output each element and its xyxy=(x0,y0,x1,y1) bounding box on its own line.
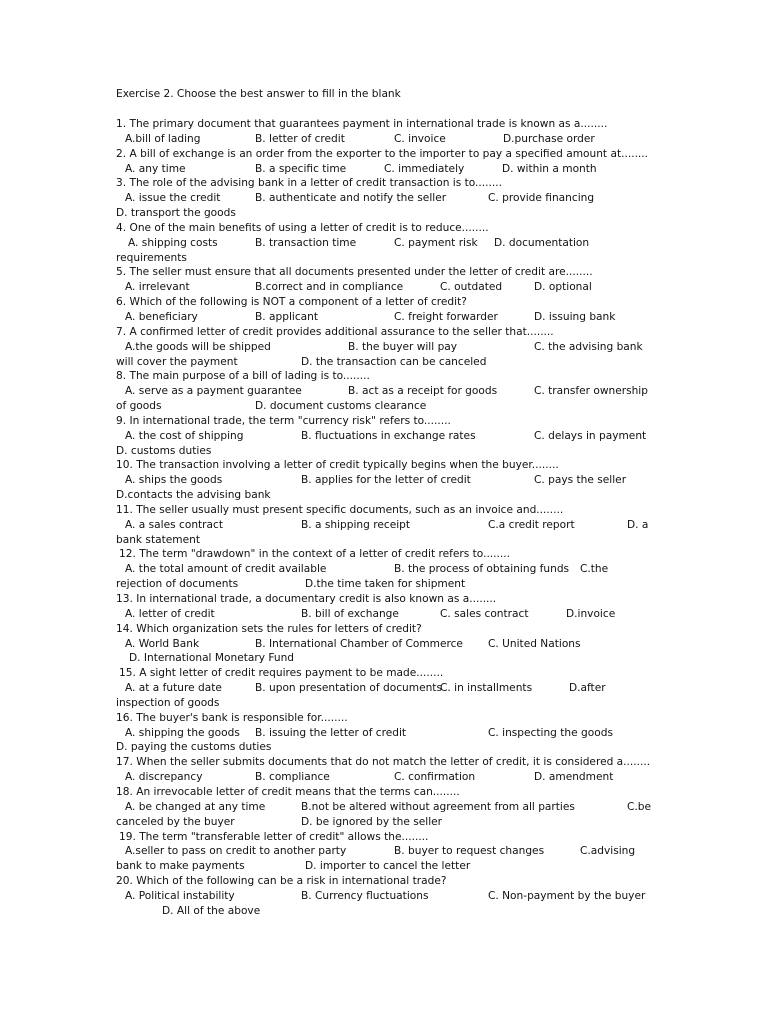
text-segment: A. the total amount of credit available xyxy=(125,563,327,576)
text-segment: 3. The role of the advising bank in a letter of credit transaction is to........ xyxy=(116,177,502,190)
text-segment: C. inspecting the goods xyxy=(488,726,613,739)
text-segment: 14. Which organization sets the rules for letters of credit? xyxy=(116,622,422,635)
text-segment: B. transaction time xyxy=(255,236,357,249)
text-segment: C. provide financing xyxy=(488,192,595,205)
text-line xyxy=(116,740,656,755)
text-segment: D. within a month xyxy=(502,162,597,175)
text-segment: B. issuing the letter of credit xyxy=(255,726,407,739)
text-segment: A. ships the goods xyxy=(125,474,223,487)
text-line xyxy=(116,859,656,874)
text-line xyxy=(116,429,656,444)
text-segment: D. a xyxy=(627,518,649,531)
text-line xyxy=(116,533,656,548)
text-segment: bank statement xyxy=(116,533,200,546)
text-segment: 13. In international trade, a documentary credit is also known as a........ xyxy=(116,593,497,605)
text-segment: 11. The seller usually must present specific documents, such as an invoice and........ xyxy=(116,503,564,516)
text-segment: B. act as a receipt for goods xyxy=(348,385,498,398)
text-segment: D. All of the above xyxy=(162,904,261,917)
text-line xyxy=(116,310,656,325)
text-line xyxy=(116,355,656,370)
text-line xyxy=(116,325,656,340)
text-line xyxy=(116,414,656,429)
text-segment: of goods xyxy=(116,400,162,413)
text-segment: C. invoice xyxy=(394,132,446,145)
text-segment: 12. The term "drawdown" in the context of a letter of credit refers to........ xyxy=(119,548,511,561)
text-segment: B. a specific time xyxy=(255,162,347,175)
text-segment: C. transfer ownership xyxy=(534,385,648,398)
text-segment: D.purchase order xyxy=(503,132,595,145)
text-segment: requirements xyxy=(116,251,187,264)
text-segment: C. confirmation xyxy=(394,771,476,784)
text-segment: A.the goods will be shipped xyxy=(125,340,271,353)
text-segment: C. payment risk xyxy=(394,236,478,249)
text-segment: C. pays the seller xyxy=(534,474,627,487)
text-segment: B. applicant xyxy=(255,310,319,323)
text-segment: D. amendment xyxy=(534,771,614,784)
text-line xyxy=(116,384,656,399)
text-line xyxy=(116,874,656,889)
text-segment: 5. The seller must ensure that all documents presented under the letter of credit are........ xyxy=(116,266,593,279)
text-line xyxy=(116,726,656,741)
text-segment: A. shipping costs xyxy=(128,236,218,249)
text-line xyxy=(116,755,656,770)
text-segment: 15. A sight letter of credit requires payment to be made........ xyxy=(119,667,444,680)
text-segment: 20. Which of the following can be a risk in international trade? xyxy=(116,875,447,888)
text-line xyxy=(116,770,656,785)
text-line xyxy=(116,503,656,518)
text-segment: A. serve as a payment guarantee xyxy=(125,385,302,398)
exercise-title: Exercise 2. Choose the best answer to fill in the blank xyxy=(116,88,401,100)
text-line xyxy=(116,815,656,830)
text-segment: inspection of goods xyxy=(116,696,220,709)
text-segment: 18. An irrevocable letter of credit means that the terms can........ xyxy=(116,785,460,798)
text-segment: 7. A confirmed letter of credit provides additional assurance to the seller that........ xyxy=(116,325,554,338)
text-segment: A. issue the credit xyxy=(125,192,221,205)
text-segment: D.contacts the advising bank xyxy=(116,489,271,502)
text-line xyxy=(116,117,656,132)
text-line xyxy=(116,577,656,592)
text-segment: B. the process of obtaining funds xyxy=(394,563,570,576)
text-segment: B. compliance xyxy=(255,771,330,784)
text-segment: will cover the payment xyxy=(116,355,238,368)
text-line xyxy=(116,889,656,904)
text-line xyxy=(116,251,656,266)
text-line xyxy=(116,904,656,919)
text-segment: D.invoice xyxy=(566,607,616,620)
text-line xyxy=(116,176,656,191)
text-segment: A. Political instability xyxy=(125,889,235,902)
text-segment: 2. A bill of exchange is an order from the exporter to the importer to pay a specified amount at........ xyxy=(116,147,649,160)
text-segment: D.after xyxy=(569,682,606,695)
text-line xyxy=(116,518,656,533)
text-segment: A. any time xyxy=(125,162,186,175)
text-segment: B. the buyer will pay xyxy=(348,340,458,353)
text-line xyxy=(116,651,656,666)
text-segment: D. the transaction can be canceled xyxy=(301,355,487,368)
text-segment: C. the advising bank xyxy=(534,340,643,353)
text-segment: B.not be altered without agreement from all parties xyxy=(301,800,575,813)
question-list xyxy=(116,117,656,919)
text-segment: A. irrelevant xyxy=(125,281,190,294)
text-line xyxy=(116,844,656,859)
text-segment: 6. Which of the following is NOT a component of a letter of credit? xyxy=(116,296,467,309)
text-segment: D. paying the customs duties xyxy=(116,741,272,754)
text-segment: A. World Bank xyxy=(125,637,200,650)
text-line xyxy=(116,399,656,414)
text-segment: D. optional xyxy=(534,281,592,294)
text-segment: B. applies for the letter of credit xyxy=(301,474,471,487)
text-line xyxy=(116,607,656,622)
text-segment: C. in installments xyxy=(440,682,533,695)
text-line xyxy=(116,637,656,652)
text-line xyxy=(116,666,656,681)
text-line xyxy=(116,162,656,177)
text-segment: B. Currency fluctuations xyxy=(301,889,429,902)
text-line xyxy=(116,785,656,800)
text-segment: 8. The main purpose of a bill of lading is to........ xyxy=(116,370,370,383)
text-line xyxy=(116,547,656,562)
text-segment: C. delays in payment xyxy=(534,429,647,442)
text-segment: B. letter of credit xyxy=(255,132,345,145)
text-line xyxy=(116,458,656,473)
text-segment: C. United Nations xyxy=(488,637,581,650)
text-segment: 4. One of the main benefits of using a letter of credit is to reduce........ xyxy=(116,221,489,234)
text-segment: C. sales contract xyxy=(440,607,529,620)
text-line xyxy=(116,221,656,236)
text-segment: 9. In international trade, the term "currency risk" refers to........ xyxy=(116,414,451,427)
text-line xyxy=(116,295,656,310)
text-segment: A.bill of lading xyxy=(125,132,201,145)
text-segment: bank to make payments xyxy=(116,860,245,873)
text-segment: 17. When the seller submits documents that do not match the letter of credit, it is considered a........ xyxy=(116,756,651,769)
text-segment: D. International Monetary Fund xyxy=(129,652,295,665)
text-line xyxy=(116,711,656,726)
text-line xyxy=(116,622,656,637)
text-segment: C.be xyxy=(627,800,652,813)
text-line xyxy=(116,191,656,206)
text-line xyxy=(116,206,656,221)
text-segment: B. International Chamber of Commerce xyxy=(255,637,463,650)
text-segment: D. transport the goods xyxy=(116,207,236,220)
text-line xyxy=(116,696,656,711)
text-segment: C. Non-payment by the buyer xyxy=(488,889,646,902)
text-segment: D. documentation xyxy=(494,236,590,249)
text-segment: C.a credit report xyxy=(488,518,575,531)
text-segment: A. discrepancy xyxy=(125,771,203,784)
text-segment: canceled by the buyer xyxy=(116,815,235,828)
text-segment: 1. The primary document that guarantees payment in international trade is known as a........ xyxy=(116,118,608,130)
text-segment: 19. The term "transferable letter of credit" allows the........ xyxy=(119,830,429,843)
text-line xyxy=(116,473,656,488)
text-segment: D. customs duties xyxy=(116,444,212,457)
text-segment: B.correct and in compliance xyxy=(255,281,404,294)
text-line xyxy=(116,488,656,503)
text-line xyxy=(116,800,656,815)
text-segment: A. be changed at any time xyxy=(125,800,266,813)
text-segment: rejection of documents xyxy=(116,578,239,591)
text-segment: D. be ignored by the seller xyxy=(301,815,443,828)
text-line xyxy=(116,369,656,384)
text-segment: 16. The buyer's bank is responsible for........ xyxy=(116,711,348,724)
text-line xyxy=(116,444,656,459)
text-segment: A. letter of credit xyxy=(125,607,215,620)
text-line xyxy=(116,132,656,147)
text-segment: C. immediately xyxy=(384,162,465,175)
text-segment: B. bill of exchange xyxy=(301,607,399,620)
text-line xyxy=(116,236,656,251)
text-segment: A.seller to pass on credit to another party xyxy=(125,845,347,858)
text-segment: A. beneficiary xyxy=(125,310,198,323)
text-segment: A. a sales contract xyxy=(125,518,224,531)
text-segment: A. at a future date xyxy=(125,682,222,695)
text-segment: A. shipping the goods xyxy=(125,726,240,739)
text-segment: B. fluctuations in exchange rates xyxy=(301,429,476,442)
text-line xyxy=(116,681,656,696)
text-segment: C.the xyxy=(580,563,609,576)
text-line xyxy=(116,265,656,280)
text-line xyxy=(116,830,656,845)
text-line xyxy=(116,147,656,162)
text-segment: D. issuing bank xyxy=(534,310,616,323)
text-line xyxy=(116,592,656,607)
text-segment: C. freight forwarder xyxy=(394,310,498,323)
text-segment: D. importer to cancel the letter xyxy=(305,860,471,873)
text-segment: 10. The transaction involving a letter of credit typically begins when the buyer........ xyxy=(116,459,559,472)
text-segment: C.advising xyxy=(580,845,636,858)
text-line xyxy=(116,562,656,577)
text-segment: B. a shipping receipt xyxy=(301,518,411,531)
text-segment: D. document customs clearance xyxy=(255,400,427,413)
text-segment: C. outdated xyxy=(440,281,503,294)
text-segment: B. buyer to request changes xyxy=(394,845,545,858)
text-line xyxy=(116,280,656,295)
text-segment: A. the cost of shipping xyxy=(125,429,244,442)
text-segment: B. authenticate and notify the seller xyxy=(255,192,447,205)
text-segment: B. upon presentation of documents xyxy=(255,682,442,695)
text-line xyxy=(116,340,656,355)
text-segment: D.the time taken for shipment xyxy=(305,578,466,591)
